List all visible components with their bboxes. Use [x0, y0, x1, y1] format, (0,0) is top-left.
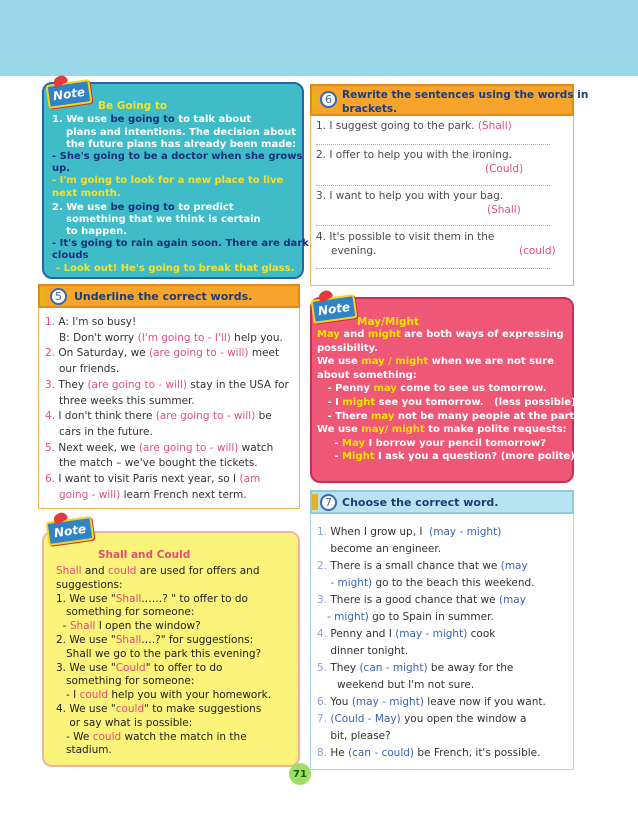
ex6-item-2: 2. I offer to help you with the ironing.	[316, 149, 512, 161]
note2-line	[317, 411, 584, 422]
ex6-item-4-word: (could)	[519, 245, 556, 257]
note1-line	[52, 202, 234, 213]
note2-text: I borrow your pencil tomorrow?	[364, 437, 547, 449]
note3-line	[56, 662, 222, 674]
note2-text: and	[339, 329, 368, 340]
ex7-text: 4.	[317, 628, 328, 640]
note3-line	[56, 731, 247, 743]
note2-text: might	[342, 397, 376, 408]
header-bar	[312, 494, 318, 510]
ex5-line	[45, 457, 258, 469]
note2-text: not be many people at the party.	[394, 410, 584, 422]
ex6-item-2-word: (Could)	[485, 163, 524, 175]
note3-text: Shall	[115, 592, 142, 605]
note2-text: may/ might	[361, 424, 425, 436]
note3-text: could	[108, 565, 137, 577]
ex7-text: 3.	[317, 594, 328, 606]
note2-text: -	[317, 451, 343, 463]
note3-text: I open the window?	[95, 620, 201, 633]
ex5-text: the match – we've bought the tickets.	[59, 457, 258, 470]
note2-text: We use	[317, 356, 362, 368]
choice-option[interactable]: (am	[239, 473, 261, 485]
ex5-line	[45, 347, 279, 359]
choice-option[interactable]: (are going to - will)	[155, 410, 256, 423]
note1-text: 2. We use	[52, 202, 111, 213]
note2-text: when we are not sure	[428, 356, 554, 368]
item-number: 4.	[45, 410, 59, 423]
ex7-text: 1.	[317, 526, 328, 538]
note3-text: are used for offers and	[136, 565, 260, 577]
note3-line	[56, 648, 261, 660]
ex5-text: They	[58, 378, 88, 391]
ex5-text: On Saturday, we	[58, 347, 149, 360]
note3-text: ……? " to offer to do	[141, 592, 248, 605]
exercise-6-heading-2: brackets.	[342, 103, 398, 115]
note3-line	[56, 744, 112, 756]
ex7-text: Penny and I	[327, 628, 396, 640]
note1-line: plans and intentions. The decision about	[66, 127, 297, 138]
ex7-text: 7.	[317, 713, 328, 725]
note2-text: may / might	[361, 356, 429, 368]
ex5-text: learn French next term.	[120, 488, 247, 501]
ex6-item-3-word: (Shall)	[487, 204, 521, 216]
ex7-line	[317, 645, 408, 657]
note3-line	[56, 565, 260, 577]
ex7-line	[317, 679, 474, 691]
note2-line	[317, 329, 564, 340]
note3-text: Could	[115, 661, 146, 674]
ex7-text[interactable]: (may	[500, 560, 528, 572]
answer-line[interactable]	[316, 185, 550, 186]
note3-text: - I	[56, 689, 80, 702]
exercise-5-body	[38, 308, 300, 509]
note2-line	[317, 451, 575, 462]
note3-text: watch the match in the	[121, 730, 247, 743]
ex7-line	[317, 526, 501, 538]
note1-text: 1. We use	[52, 114, 111, 125]
ex5-text: cars in the future.	[59, 425, 153, 438]
ex7-text[interactable]: (may - might)	[395, 628, 468, 640]
answer-line[interactable]	[316, 144, 550, 145]
ex7-text: become an engineer.	[317, 543, 442, 555]
note2-text: may	[371, 410, 395, 422]
ex7-line	[317, 577, 535, 589]
ex5-text: stay in the USA for	[186, 378, 289, 391]
ex7-text: go to Spain in summer.	[368, 611, 494, 623]
choice-option[interactable]: (are going to - will)	[149, 347, 249, 360]
top-banner	[0, 0, 638, 76]
note1-line: - It's going to rain again soon. There are dark	[52, 238, 309, 249]
item-number: 2.	[45, 347, 59, 360]
note2-text: about something:	[317, 369, 417, 381]
ex6-item-3: 3. I want to help you with your bag.	[316, 190, 504, 202]
note2-text: -	[317, 437, 343, 449]
note3-line	[56, 689, 271, 701]
note2-text: possibility.	[317, 342, 378, 354]
item-number: 1.	[45, 316, 59, 328]
note3-text: 2. We use "	[56, 634, 116, 646]
answer-line[interactable]	[316, 225, 550, 226]
ex7-line	[317, 594, 526, 606]
note2-line	[317, 383, 547, 394]
ex7-line	[317, 747, 540, 759]
note1-line: the future plans has already been made:	[66, 139, 297, 150]
note3-text: and	[81, 565, 109, 577]
note3-line	[56, 579, 123, 591]
ex7-text: weekend but I'm not sure.	[317, 679, 475, 691]
ex7-text: There is a small chance that we	[327, 560, 501, 572]
note3-text: or say what is possible:	[56, 716, 193, 729]
note2-line	[317, 343, 378, 354]
note3-text: could	[92, 730, 122, 743]
ex7-line	[317, 611, 494, 623]
note3-line	[56, 717, 192, 729]
choice-option[interactable]: going - will)	[59, 488, 121, 501]
note3-text: 3. We use "	[56, 661, 116, 674]
note1-text: to predict	[174, 202, 234, 213]
ex7-text: be French, it's possible.	[414, 747, 541, 759]
note3-text: 1. We use "	[56, 592, 116, 605]
note3-text: ….?" for suggestions:	[141, 634, 254, 646]
ex7-line	[317, 662, 513, 674]
note3-text: something for someone:	[56, 606, 195, 619]
ex5-text: three weeks this summer.	[59, 394, 195, 407]
note-badge-3: Note	[46, 516, 95, 546]
note2-text: May	[342, 437, 365, 449]
note2-text: might	[367, 329, 401, 340]
ex7-text: leave now if you want.	[423, 696, 546, 708]
note1-line: - I'm going to look for a new place to live	[52, 175, 284, 186]
note3-line	[56, 620, 201, 632]
ex7-line	[317, 713, 526, 725]
header-bar	[40, 289, 46, 305]
ex5-text: Next week, we	[58, 441, 139, 454]
ex7-text[interactable]: (can - might)	[359, 662, 428, 674]
note2-text: - Penny	[317, 383, 374, 395]
ex5-text: meet	[248, 347, 280, 360]
keyword-be-going-to: be going to	[110, 202, 175, 213]
ex5-line	[45, 332, 283, 344]
note2-text: We use	[317, 424, 362, 436]
note3-line	[56, 593, 248, 605]
note2-line	[317, 438, 546, 449]
note2-title: May/Might	[357, 316, 419, 328]
exercise-7-body	[310, 514, 574, 770]
note1-line: up.	[52, 163, 71, 174]
ex7-text: He	[327, 747, 349, 759]
ex5-text: I don't think there	[58, 410, 156, 423]
note2-line	[317, 397, 576, 408]
note-shall-could	[42, 531, 300, 767]
note3-line	[56, 634, 253, 646]
ex5-line	[45, 426, 153, 438]
note2-text: May	[317, 329, 340, 340]
note1-line: clouds	[52, 250, 89, 261]
ex7-text: 2.	[317, 560, 328, 572]
note-may-might	[310, 297, 584, 483]
note3-text: -	[56, 620, 70, 633]
note3-title: Shall and Could	[98, 549, 191, 561]
ex5-line	[45, 395, 195, 407]
note2-text: Might	[342, 451, 375, 463]
note-badge-2: Note	[311, 294, 358, 324]
note2-text: to make polite requests:	[424, 424, 567, 436]
choice-option[interactable]: (are going to - will)	[87, 378, 187, 391]
note3-text: stadium.	[56, 744, 112, 757]
note2-text: see you tomorrow. (less possible)	[375, 397, 576, 408]
exercise-6-heading-1: Rewrite the sentences using the words in	[342, 89, 589, 101]
ex5-line	[45, 363, 119, 375]
pin-icon	[52, 510, 69, 525]
note1-line	[52, 114, 251, 125]
ex7-line	[317, 696, 546, 708]
ex7-text[interactable]: (may	[498, 594, 526, 606]
ex7-line	[317, 628, 495, 640]
note3-text: something for someone:	[56, 675, 195, 688]
note2-line	[317, 370, 417, 381]
exercise-number-6: 6	[320, 91, 337, 108]
exercise-7-heading: Choose the correct word.	[342, 496, 499, 509]
note3-line	[56, 606, 194, 618]
ex5-text: A: I'm so busy!	[58, 316, 137, 328]
ex7-text: They	[327, 662, 360, 674]
note1-line: something that we think is certain	[66, 214, 261, 225]
note3-line	[56, 675, 194, 687]
note2-line	[317, 356, 554, 367]
note2-line	[317, 424, 567, 435]
note3-text: - We	[56, 730, 93, 743]
ex6-item-4: 4. It's possible to visit them in the	[316, 231, 495, 243]
note3-text: help you with your homework.	[108, 689, 272, 702]
note1-title: Be Going to	[98, 100, 168, 112]
ex7-text: you open the window a	[400, 713, 527, 725]
note3-text: could	[79, 689, 109, 702]
ex6-item-4-l2: evening.	[331, 245, 377, 257]
note2-text: are both ways of expressing	[400, 329, 564, 340]
ex7-text: 5.	[317, 662, 328, 674]
note3-text: 4. We use "	[56, 703, 116, 715]
note2-text: - There	[317, 410, 371, 422]
ex7-text[interactable]: (may - might)	[429, 526, 502, 538]
ex7-text: When I grow up, I	[327, 526, 430, 538]
ex5-line	[45, 473, 260, 485]
note3-text: could	[115, 703, 145, 715]
ex7-text: There is a good chance that we	[327, 594, 499, 606]
ex5-text: I want to visit Paris next year, so I	[58, 473, 240, 485]
note-be-going-to	[42, 82, 309, 279]
ex7-text[interactable]: (may - might)	[351, 696, 424, 708]
note3-text: Shall	[69, 620, 96, 633]
ex7-line	[317, 560, 528, 572]
note1-line: next month.	[52, 188, 121, 199]
ex7-text: be away for the	[427, 662, 514, 674]
ex5-line	[45, 379, 289, 391]
ex7-text[interactable]: (can - could)	[348, 747, 415, 759]
note3-text: Shall	[115, 634, 142, 646]
note-badge-1: Note	[46, 79, 93, 109]
note1-line: to happen.	[66, 226, 128, 237]
ex7-text: cook	[467, 628, 496, 640]
ex5-text: B: Don't worry	[59, 331, 138, 344]
ex7-text[interactable]: (Could - May)	[327, 713, 401, 725]
ex5-line	[45, 442, 273, 454]
ex7-line	[317, 543, 441, 555]
note3-text: suggestions:	[56, 578, 123, 591]
ex7-text: bit, please?	[317, 730, 391, 742]
note1-line: - Look out! He's going to break that glass.	[56, 263, 295, 274]
note3-text: " to offer to do	[145, 661, 223, 674]
note2-text: I ask you a question? (more polite)	[374, 451, 575, 463]
ex6-item-1: 1. I suggest going to the park. (Shall)	[316, 120, 512, 132]
item-number: 5.	[45, 441, 59, 454]
choice-option[interactable]: (I'm going to - I'll)	[137, 331, 231, 344]
note3-line	[56, 703, 261, 715]
ex5-line	[45, 410, 272, 422]
ex5-text: be	[255, 410, 272, 423]
keyword-be-going-to: be going to	[110, 114, 175, 125]
exercise-5-heading: Underline the correct words.	[74, 290, 253, 303]
ex5-text: watch	[238, 441, 274, 454]
note1-line: - She's going to be a doctor when she grows	[52, 151, 303, 162]
ex7-text: 8.	[317, 747, 328, 759]
note3-text: Shall	[56, 565, 82, 577]
note2-text: may	[373, 383, 397, 395]
exercise-number-5: 5	[50, 288, 67, 305]
answer-line[interactable]	[316, 268, 550, 269]
item-number: 6.	[45, 473, 59, 485]
choice-option[interactable]: (are going to - will)	[138, 441, 239, 454]
note2-text: - I	[317, 397, 343, 408]
note3-text: Shall we go to the park this evening?	[56, 647, 262, 660]
page-number: 71	[289, 763, 311, 785]
ex7-line	[317, 730, 391, 742]
pin-icon	[317, 288, 334, 303]
note2-text: come to see us tomorrow.	[396, 383, 547, 395]
ex7-text: go to the beach this weekend.	[372, 577, 535, 589]
item-number: 3.	[45, 378, 59, 391]
ex5-line	[45, 316, 136, 328]
ex7-text[interactable]: - might)	[317, 577, 373, 589]
note3-text: " to make suggestions	[144, 703, 262, 715]
ex5-text: help you.	[230, 331, 283, 344]
exercise-number-7: 7	[320, 494, 337, 511]
header-bar	[312, 92, 318, 108]
note1-text: to talk about	[174, 114, 252, 125]
ex7-text[interactable]: - might)	[317, 611, 369, 623]
ex5-line	[45, 489, 247, 501]
ex7-text: You	[327, 696, 352, 708]
ex5-text: our friends.	[59, 363, 120, 376]
ex7-text: dinner tonight.	[317, 645, 409, 657]
ex7-text: 6.	[317, 696, 328, 708]
